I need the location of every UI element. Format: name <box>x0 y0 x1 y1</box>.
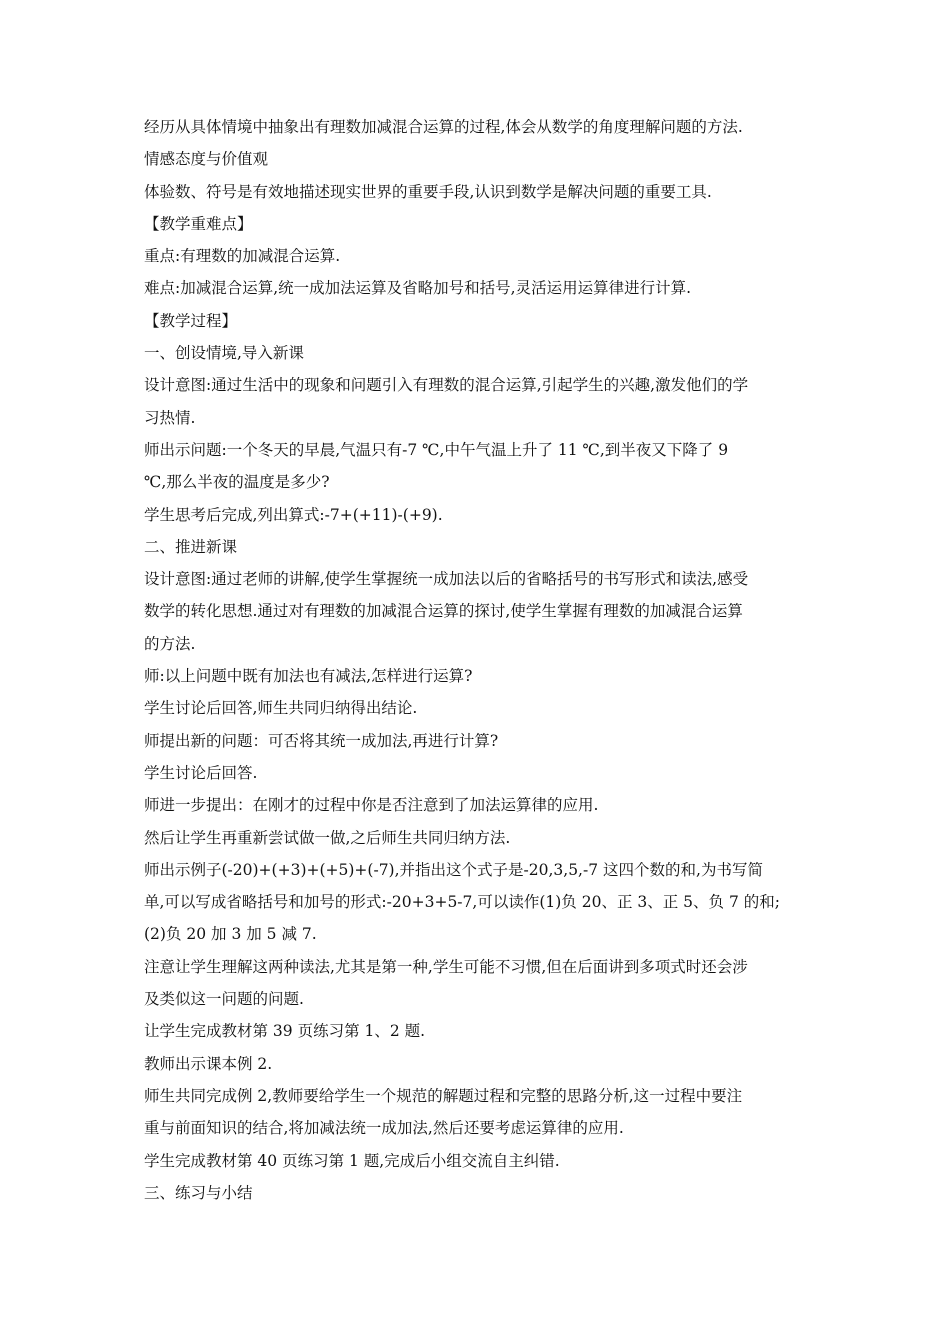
text-line: 师生共同完成例 2,教师要给学生一个规范的解题过程和完整的思路分析,这一过程中要注 <box>144 1086 743 1105</box>
text-line: 师进一步提出：在刚才的过程中你是否注意到了加法运算律的应用. <box>144 796 599 815</box>
text-line: 难点:加减混合运算,统一成加法运算及省略加号和括号,灵活运用运算律进行计算. <box>144 279 692 298</box>
text-line: 的方法. <box>144 634 196 653</box>
text-line: 让学生完成教材第 39 页练习第 1、2 题. <box>144 1022 426 1041</box>
text-line: 师出示问题:一个冬天的早晨,气温只有-7 ℃,中午气温上升了 11 ℃,到半夜又下降了 9 <box>144 440 729 459</box>
text-line: 设计意图:通过生活中的现象和问题引入有理数的混合运算,引起学生的兴趣,激发他们的学 <box>144 376 749 395</box>
text-line: 学生讨论后回答. <box>144 763 258 782</box>
text-line: 习热情. <box>144 408 196 427</box>
section-heading: 三、练习与小结 <box>144 1183 253 1202</box>
text-line: 及类似这一问题的问题. <box>144 990 304 1009</box>
section-heading: 【教学过程】 <box>144 311 238 330</box>
text-line: 经历从具体情境中抽象出有理数加减混合运算的过程,体会从数学的角度理解问题的方法. <box>144 118 743 136</box>
text-line: 师出示例子(-20)+(+3)+(+5)+(-7),并指出这个式子是-20,3,5,-7 这四个数的和,为书写简 <box>144 860 763 879</box>
text-line: 教师出示课本例 2. <box>144 1054 273 1073</box>
text-line: 然后让学生再重新尝试做一做,之后师生共同归纳方法. <box>144 828 511 847</box>
text-line: 学生讨论后回答,师生共同归纳得出结论. <box>144 699 418 718</box>
text-line: 师:以上问题中既有加法也有减法,怎样进行运算? <box>144 667 473 686</box>
text-line: 设计意图:通过老师的讲解,使学生掌握统一成加法以后的省略括号的书写形式和读法,感受 <box>144 570 749 589</box>
text-line: ℃,那么半夜的温度是多少? <box>144 473 330 492</box>
section-heading: 二、推进新课 <box>144 537 238 556</box>
section-heading: 【教学重难点】 <box>144 214 253 233</box>
text-line: 重点:有理数的加减混合运算. <box>144 247 341 266</box>
text-line: 师提出新的问题：可否将其统一成加法,再进行计算? <box>144 731 499 750</box>
section-heading: 情感态度与价值观 <box>144 150 269 169</box>
document-page <box>144 117 810 1215</box>
text-line: 重与前面知识的结合,将加减法统一成加法,然后还要考虑运算律的应用. <box>144 1119 624 1138</box>
section-heading: 一、创设情境,导入新课 <box>144 344 304 363</box>
text-line: 注意让学生理解这两种读法,尤其是第一种,学生可能不习惯,但在后面讲到多项式时还会涉 <box>144 957 748 976</box>
text-line: (2)负 20 加 3 加 5 减 7. <box>144 925 317 944</box>
text-line: 单,可以写成省略括号和加号的形式:-20+3+5-7,可以读作(1)负 20、正 3、正 5、负 7 的和; <box>144 893 780 912</box>
text-line: 体验数、符号是有效地描述现实世界的重要手段,认识到数学是解决问题的重要工具. <box>144 182 712 201</box>
text-line: 数学的转化思想.通过对有理数的加减混合运算的探讨,使学生掌握有理数的加减混合运算 <box>144 602 743 621</box>
text-line: 学生思考后完成,列出算式:-7+(+11)-(+9). <box>144 505 443 524</box>
text-line: 学生完成教材第 40 页练习第 1 题,完成后小组交流自主纠错. <box>144 1151 560 1170</box>
